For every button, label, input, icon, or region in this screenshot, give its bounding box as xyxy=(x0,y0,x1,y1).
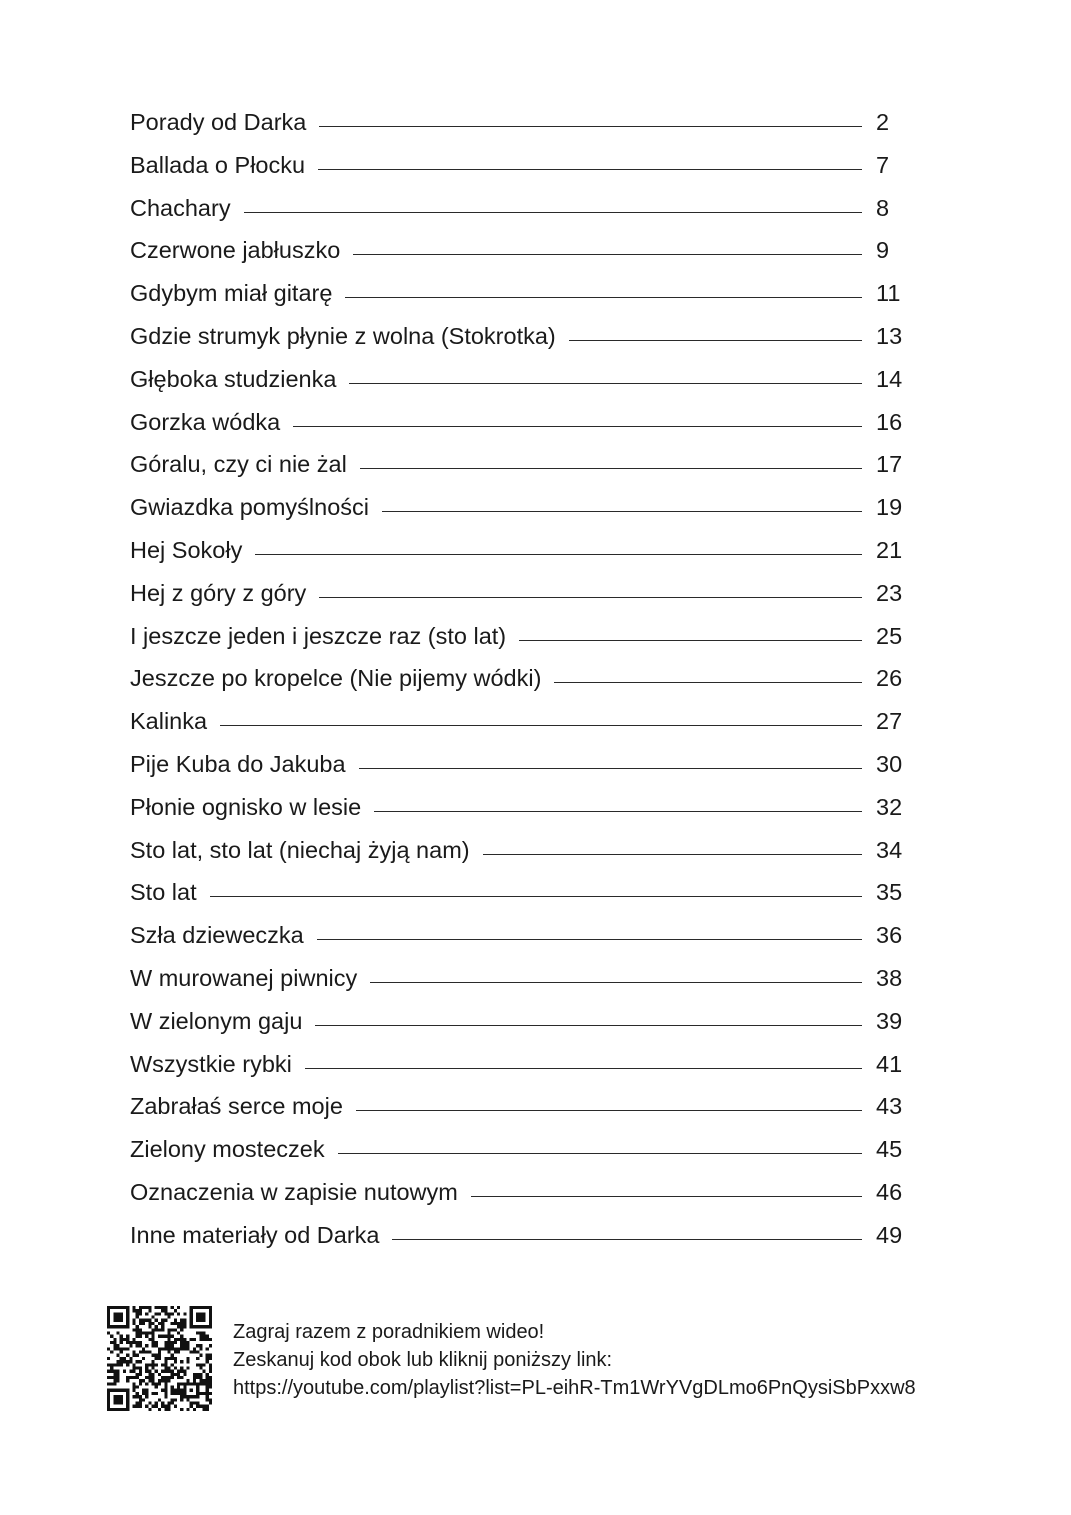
video-instruction: Zeskanuj kod obok lub kliknij poniższy link: xyxy=(233,1349,613,1371)
toc-entry-title: Głęboka studzienka xyxy=(130,365,337,392)
toc-entry-title: Ballada o Płocku xyxy=(130,151,306,178)
toc-leader-line xyxy=(471,1196,862,1197)
toc-leader-line xyxy=(374,811,862,812)
toc-entry-title: Chachary xyxy=(130,194,231,221)
toc-entry-page: 9 xyxy=(876,237,890,264)
toc-leader-line xyxy=(569,340,862,341)
toc-entry[interactable] xyxy=(130,743,920,786)
toc-entry-title: Jeszcze po kropelce (Nie pijemy wódki) xyxy=(130,665,542,692)
toc-leader-line xyxy=(356,1110,862,1111)
toc-leader-line xyxy=(359,768,862,769)
toc-leader-line xyxy=(293,426,862,427)
table-of-contents xyxy=(130,101,920,1257)
toc-leader-line xyxy=(318,169,862,170)
toc-entry-page: 41 xyxy=(876,1050,903,1077)
toc-entry-page: 45 xyxy=(876,1136,903,1163)
toc-entry-title: Wszystkie rybki xyxy=(130,1050,292,1077)
toc-entry-page: 14 xyxy=(876,365,903,392)
toc-entry-page: 43 xyxy=(876,1093,903,1120)
toc-entry-title: Zielony mosteczek xyxy=(130,1136,325,1163)
toc-entry[interactable] xyxy=(130,572,920,615)
toc-entry-page: 16 xyxy=(876,408,903,435)
toc-entry-page: 13 xyxy=(876,322,903,349)
toc-leader-line xyxy=(319,597,862,598)
toc-entry-page: 23 xyxy=(876,579,903,606)
toc-entry-title: Inne materiały od Darka xyxy=(130,1221,380,1248)
toc-entry-title: Czerwone jabłuszko xyxy=(130,237,341,264)
toc-entry[interactable] xyxy=(130,700,920,743)
toc-entry[interactable] xyxy=(130,615,920,658)
toc-entry-page: 11 xyxy=(876,280,901,307)
toc-leader-line xyxy=(360,468,862,469)
toc-entry-page: 36 xyxy=(876,922,903,949)
toc-entry-page: 38 xyxy=(876,964,903,991)
toc-entry-page: 25 xyxy=(876,622,903,649)
toc-entry[interactable] xyxy=(130,1128,920,1171)
toc-entry[interactable] xyxy=(130,101,920,144)
toc-entry-title: Gdybym miał gitarę xyxy=(130,280,333,307)
toc-entry[interactable] xyxy=(130,829,920,872)
toc-entry[interactable] xyxy=(130,914,920,957)
toc-entry[interactable] xyxy=(130,144,920,187)
toc-leader-line xyxy=(244,212,862,213)
toc-entry[interactable] xyxy=(130,401,920,444)
toc-entry-title: Zabrałaś serce moje xyxy=(130,1093,343,1120)
toc-entry-title: Szła dzieweczka xyxy=(130,922,304,949)
toc-entry-page: 46 xyxy=(876,1178,903,1205)
toc-leader-line xyxy=(319,126,862,127)
toc-leader-line xyxy=(382,511,862,512)
toc-entry-page: 21 xyxy=(876,536,903,563)
toc-leader-line xyxy=(353,254,862,255)
toc-entry[interactable] xyxy=(130,486,920,529)
toc-entry[interactable] xyxy=(130,187,920,230)
toc-entry-page: 2 xyxy=(876,109,890,135)
toc-entry-title: Pije Kuba do Jakuba xyxy=(130,750,346,777)
toc-entry[interactable] xyxy=(130,1214,920,1257)
toc-leader-line xyxy=(317,939,862,940)
toc-entry-title: Hej Sokoły xyxy=(130,536,243,563)
toc-leader-line xyxy=(255,554,862,555)
toc-entry[interactable] xyxy=(130,229,920,272)
qr-code-icon[interactable] xyxy=(107,1306,212,1411)
toc-entry[interactable] xyxy=(130,657,920,700)
toc-entry-title: Gwiazdka pomyślności xyxy=(130,494,370,521)
toc-entry-page: 39 xyxy=(876,1007,903,1034)
toc-entry-page: 26 xyxy=(876,665,903,692)
toc-entry-page: 49 xyxy=(876,1221,903,1248)
toc-entry[interactable] xyxy=(130,529,920,572)
toc-leader-line xyxy=(554,682,862,683)
toc-entry-title: Sto lat, sto lat (niechaj żyją nam) xyxy=(130,836,470,863)
toc-entry-title: Hej z góry z góry xyxy=(130,579,307,606)
toc-leader-line xyxy=(519,640,862,641)
toc-entry-title: I jeszcze jeden i jeszcze raz (sto lat) xyxy=(130,622,507,649)
playlist-link[interactable]: https://youtube.com/playlist?list=PL-eihR-Tm1WrYVgDLmo6PnQysiSbPxxw8 xyxy=(233,1377,916,1399)
toc-leader-line xyxy=(483,854,862,855)
toc-leader-line xyxy=(345,297,862,298)
toc-leader-line xyxy=(210,896,862,897)
toc-entry[interactable] xyxy=(130,871,920,914)
toc-entry[interactable] xyxy=(130,786,920,829)
toc-entry-page: 19 xyxy=(876,494,903,521)
toc-entry[interactable] xyxy=(130,358,920,401)
toc-entry-page: 7 xyxy=(876,151,890,178)
toc-entry-title: Sto lat xyxy=(130,879,197,906)
toc-entry-page: 34 xyxy=(876,836,903,863)
toc-entry-page: 8 xyxy=(876,194,890,221)
toc-entry-page: 30 xyxy=(876,750,903,777)
toc-entry[interactable] xyxy=(130,272,920,315)
toc-entry-title: Gdzie strumyk płynie z wolna (Stokrotka) xyxy=(130,322,556,349)
video-heading: Zagraj razem z poradnikiem wideo! xyxy=(233,1321,545,1343)
toc-entry[interactable] xyxy=(130,1171,920,1214)
toc-leader-line xyxy=(392,1239,862,1240)
toc-leader-line xyxy=(315,1025,862,1026)
toc-entry-title: Oznaczenia w zapisie nutowym xyxy=(130,1178,458,1205)
toc-entry[interactable] xyxy=(130,1085,920,1128)
toc-entry-title: Porady od Darka xyxy=(130,109,307,135)
toc-entry[interactable] xyxy=(130,957,920,1000)
toc-entry-title: W murowanej piwnicy xyxy=(130,964,358,991)
toc-leader-line xyxy=(220,725,862,726)
toc-entry[interactable] xyxy=(130,1000,920,1043)
toc-entry[interactable] xyxy=(130,1043,920,1086)
toc-entry-page: 17 xyxy=(876,451,903,478)
toc-leader-line xyxy=(305,1068,862,1069)
toc-entry-page: 32 xyxy=(876,793,903,820)
toc-leader-line xyxy=(338,1153,862,1154)
toc-entry-page: 27 xyxy=(876,708,903,735)
video-info xyxy=(233,1318,1043,1402)
toc-entry[interactable] xyxy=(130,315,920,358)
toc-leader-line xyxy=(349,383,862,384)
toc-entry-page: 35 xyxy=(876,879,903,906)
toc-entry-title: Góralu, czy ci nie żal xyxy=(130,451,347,478)
toc-entry-title: Płonie ognisko w lesie xyxy=(130,793,362,820)
toc-leader-line xyxy=(370,982,862,983)
toc-entry-title: W zielonym gaju xyxy=(130,1007,303,1034)
toc-entry-title: Gorzka wódka xyxy=(130,408,281,435)
toc-entry[interactable] xyxy=(130,443,920,486)
toc-entry-title: Kalinka xyxy=(130,708,208,735)
